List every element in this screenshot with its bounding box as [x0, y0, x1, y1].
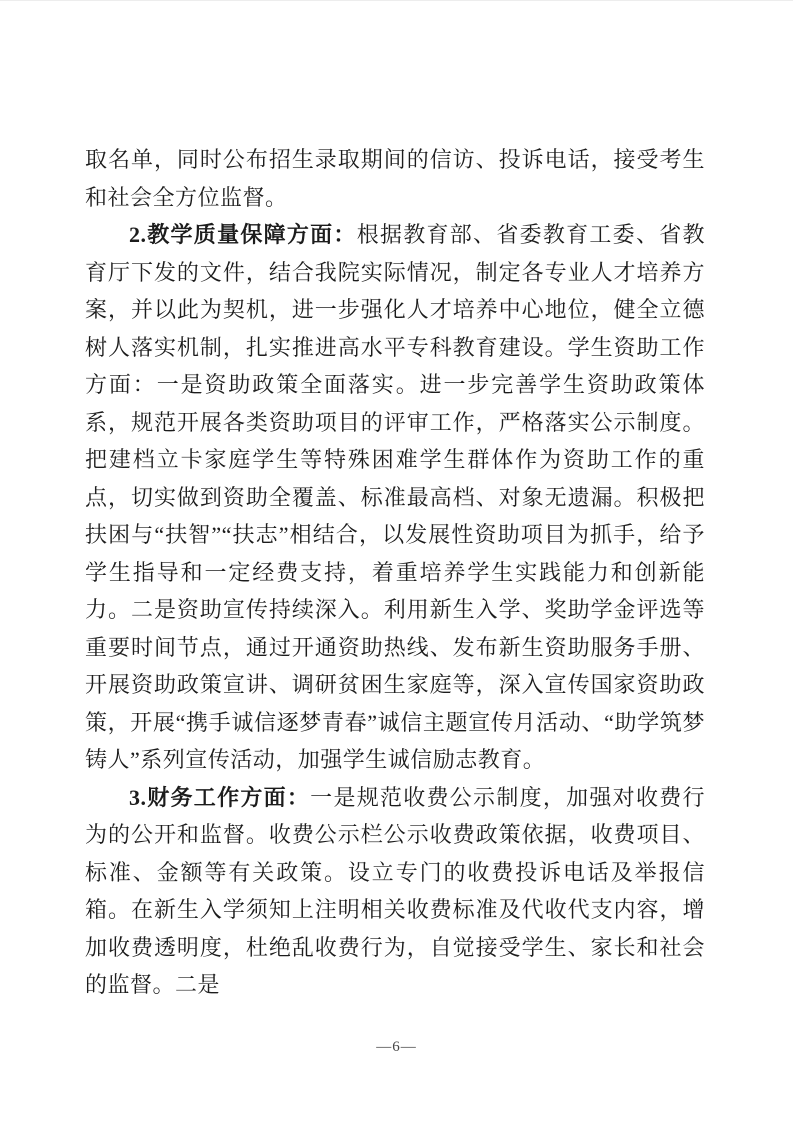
paragraph-3-lead: 3.财务工作方面：	[129, 784, 311, 810]
paragraph-1-text: 取名单，同时公布招生录取期间的信访、投诉电话，接受考生和社会全方位监督。	[85, 147, 705, 210]
paragraph-2-text: 根据教育部、省委教育工委、省教育厅下发的文件，结合我院实际情况，制定各专业人才培养方案，并以此为契机，进一步强化人才培养中心地位，健全立德树人落实机制，扎实推进高水平专科教育建设。学生资助工作方面：一是资助政策全面落实。进一步完善学生资助政策体系，规范开展各类资助项目的评审工作，严格落实公示制度。把建档立卡家庭学生等特殊困难学生群体作为资助工作的重点，切实做到资助全覆盖、标准最高档、对象无遗漏。积极把扶困与“扶智”“扶志”相结合，以发展性资助项目为抓手，给予学生指导和一定经费支持，着重培养学生实践能力和创新能力。二是资助宣传持续深入。利用新生入学、奖助学金评选等重要时间节点，通过开通资助热线、发布新生资助服务手册、开展资助政策宣讲、调研贫困生家庭等，深入宣传国家资助政策，开展“携手诚信逐梦青春”诚信主题宣传月活动、“助学筑梦铸人”系列宣传活动，加强学生诚信励志教育。	[85, 222, 705, 772]
paragraph-continuation	[85, 141, 705, 216]
page-number: —6—	[376, 1039, 417, 1055]
paragraph-2-lead: 2.教学质量保障方面：	[129, 222, 357, 247]
paragraph-teaching-quality	[85, 216, 705, 779]
document-text-block	[85, 141, 705, 1004]
paragraph-finance-work	[85, 779, 705, 1004]
paragraph-3-text: 一是规范收费公示制度，加强对收费行为的公开和监督。收费公示栏公示收费政策依据，收费项目、标准、金额等有关政策。设立专门的收费投诉电话及举报信箱。在新生入学须知上注明相关收费标准及代收代支内容，增加收费透明度，杜绝乱收费行为，自觉接受学生、家长和社会的监督。二是	[85, 784, 705, 997]
